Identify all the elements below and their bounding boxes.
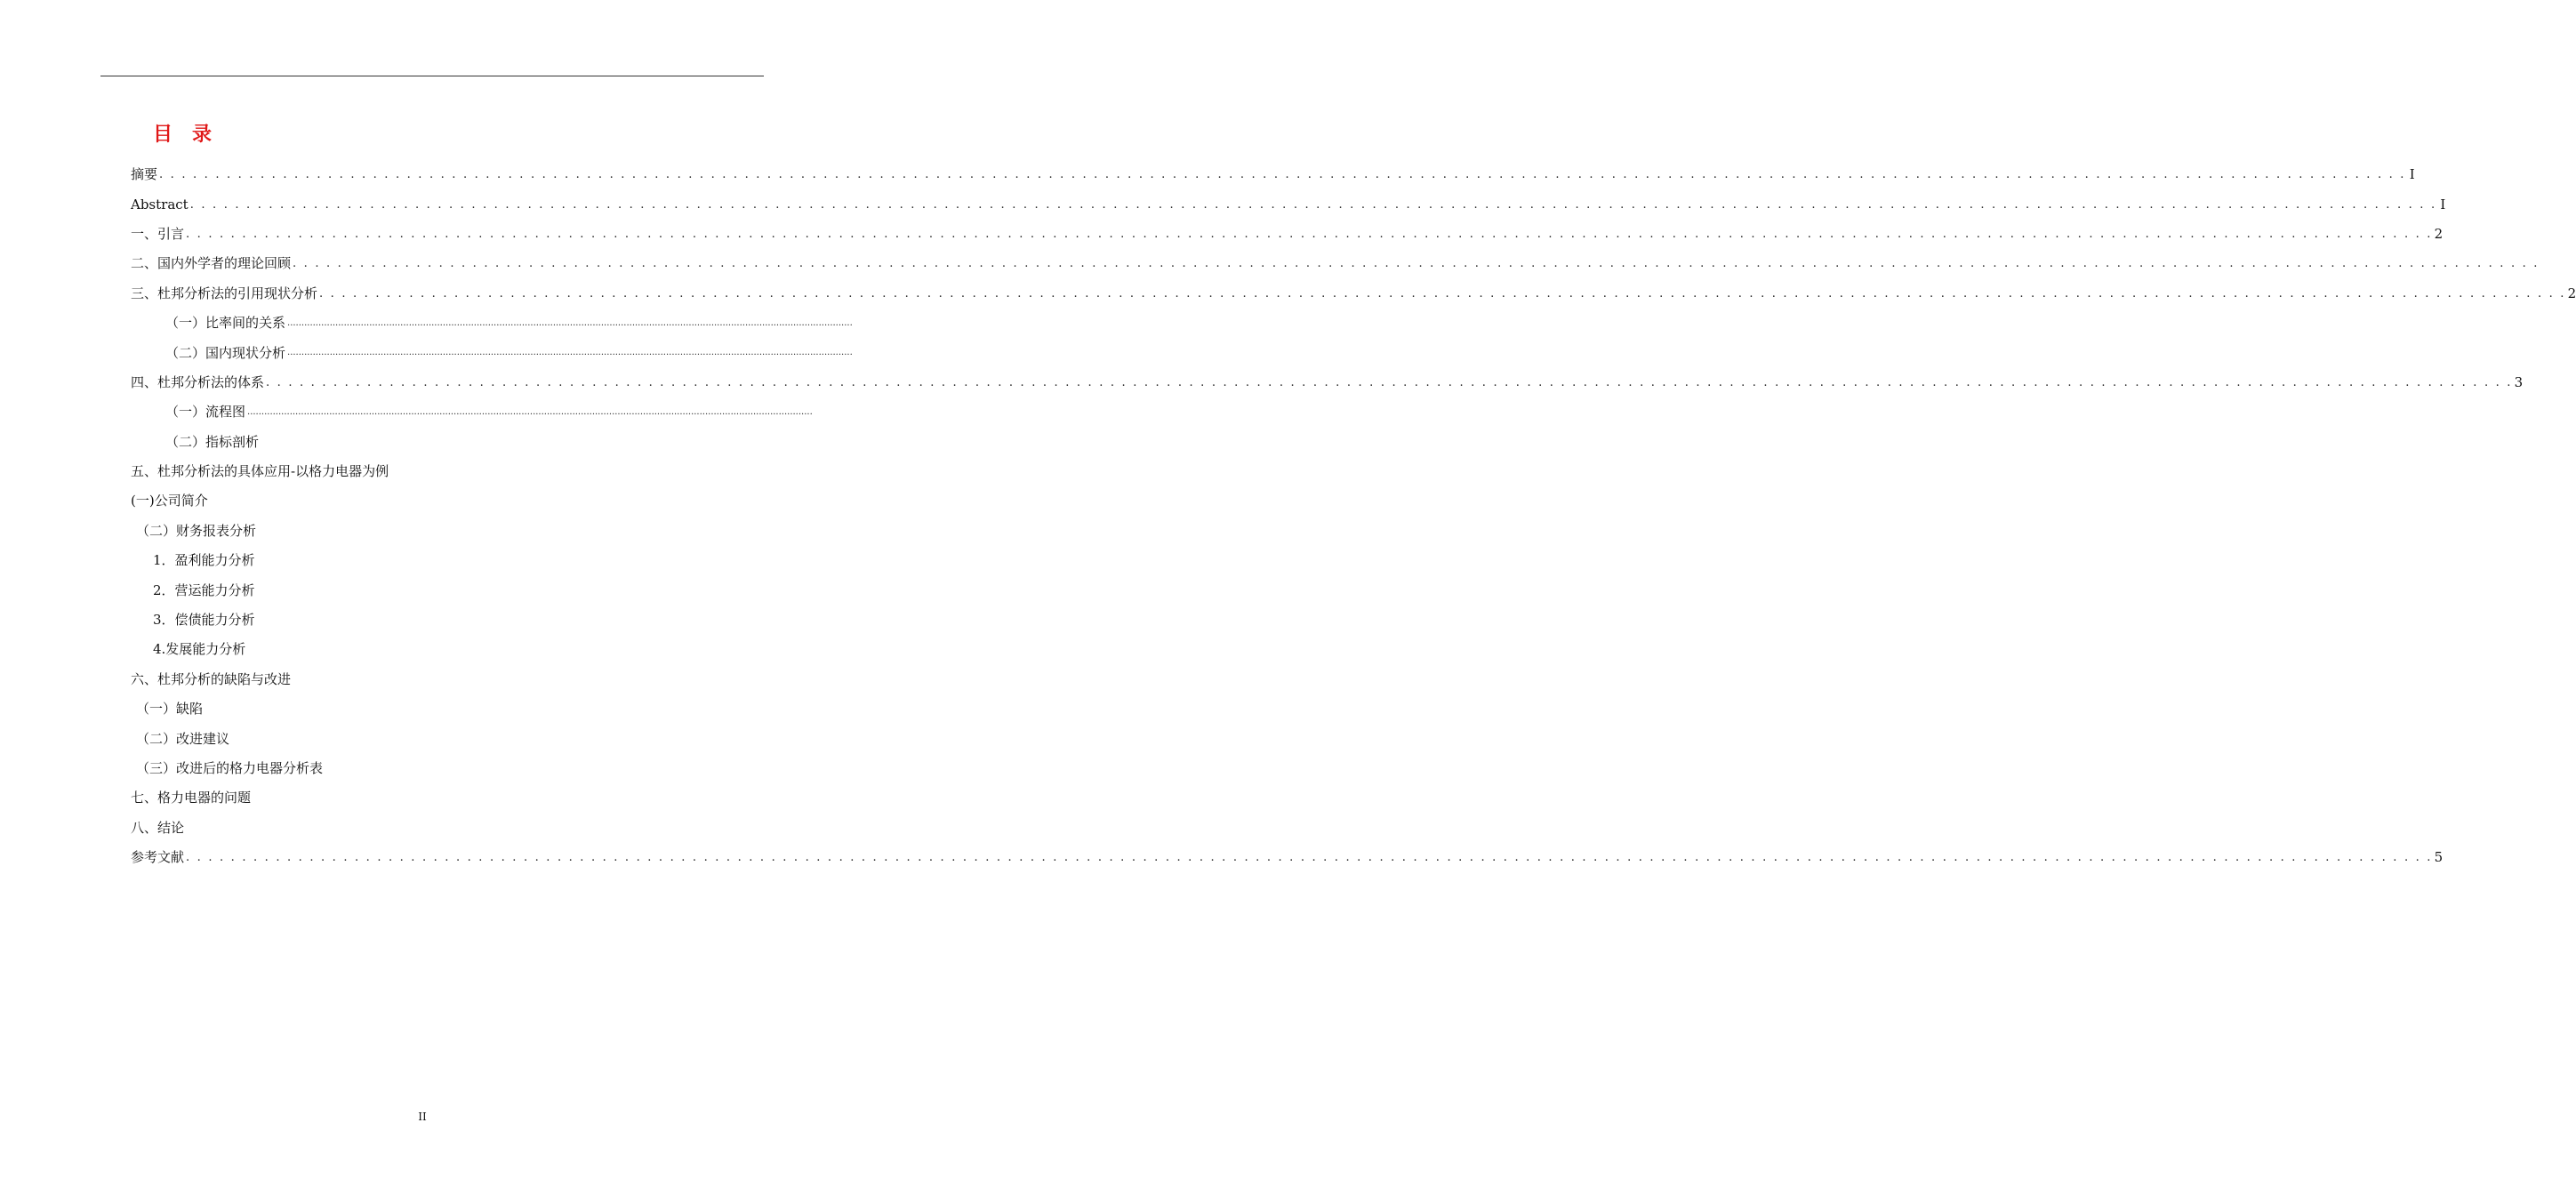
toc-entry-label[interactable]: 2．营运能力分析 xyxy=(153,581,255,598)
toc-dot-leader: . . . . . . . . . . . . . . . . . . . . . . . . . . . . . . . . . . . . . . . . . . . . . . . . . . . . . . . . . . . . . . . . . . . . . . . . . . . . . . . . . . . . . . . . . . . . . . . . . . . . . . . . . . . . . . . . . . . . . . . . . . . . . . . . . . . . . . . . . . . . . . . . . . . . . . . . . . . . . . . . . . . . . . . . . . . . . . . . . . . . . . . . . . . . . . . . . . . . . . . . xyxy=(293,257,2540,271)
toc-entry[interactable] xyxy=(131,635,764,664)
toc-entry-label[interactable]: 4.发展能力分析 xyxy=(153,641,246,658)
toc-entry-label[interactable]: （二）改进建议 xyxy=(136,730,230,747)
toc-entry-label[interactable]: （二）国内现状分析 xyxy=(165,344,286,361)
toc-title xyxy=(153,119,212,147)
toc-entry[interactable] xyxy=(131,606,764,635)
toc-entry-label[interactable]: Abstract xyxy=(131,196,189,213)
toc-entry-label[interactable]: （一）缺陷 xyxy=(136,701,204,718)
toc-entry-label[interactable]: （二）财务报表分析 xyxy=(136,522,257,539)
toc-entry[interactable] xyxy=(131,220,2444,249)
toc-entry[interactable] xyxy=(131,309,853,338)
toc-entry[interactable] xyxy=(131,754,764,783)
toc-entry[interactable] xyxy=(131,279,2576,309)
toc-entry[interactable] xyxy=(131,575,764,605)
toc-entry-page: I xyxy=(2409,166,2415,183)
toc-entry[interactable] xyxy=(131,814,764,843)
toc-entry[interactable] xyxy=(131,724,764,753)
toc-entry[interactable] xyxy=(131,665,764,694)
toc-dot-leader: . . . . . . . . . . . . . . . . . . . . . . . . . . . . . . . . . . . . . . . . . . . . . . . . . . . . . . . . . . . . . . . . . . . . . . . . . . . . . . . . . . . . . . . . . . . . . . . . . . . . . . . . . . . . . . . . . . . . . . . . . . . . . . . . . . . . . . . . . . . . . . . . . . . . . . . . . . . . . . . . . . . . . . . . . . . . . . . . . . . . . . . . . . . . . . . . . . . . . . . . xyxy=(159,168,2406,182)
toc-entry-label[interactable]: 八、结论 xyxy=(131,819,185,836)
toc-entry[interactable] xyxy=(131,486,764,516)
toc-entry-page: I xyxy=(2440,196,2446,213)
toc-entry-label[interactable]: 摘要 xyxy=(131,166,158,183)
toc-entry-label[interactable]: （二）指标剖析 xyxy=(165,433,260,450)
toc-list xyxy=(131,160,2576,872)
toc-entry-label[interactable]: （一）流程图 xyxy=(165,404,246,421)
toc-entry-label[interactable]: 二、国内外学者的理论回顾 xyxy=(131,255,292,272)
toc-entry-label[interactable]: 三、杜邦分析法的引用现状分析 xyxy=(131,285,318,301)
page-number: II xyxy=(418,1111,427,1123)
toc-entry[interactable] xyxy=(131,546,764,575)
toc-entry[interactable] xyxy=(131,160,2415,189)
toc-entry-label[interactable]: 七、格力电器的问题 xyxy=(131,790,252,806)
toc-entry-label[interactable]: (一)公司简介 xyxy=(131,493,208,509)
toc-entry-label[interactable]: 一、引言 xyxy=(131,225,185,242)
toc-entry[interactable] xyxy=(131,397,813,427)
toc-dot-leader: . . . . . . . . . . . . . . . . . . . . . . . . . . . . . . . . . . . . . . . . . . . . . . . . . . . . . . . . . . . . . . . . . . . . . . . . . . . . . . . . . . . . . . . . . . . . . . . . . . . . . . . . . . . . . . . . . . . . . . . . . . . . . . . . . . . . . . . . . . . . . . . . . . . . . . . . . . . . . . . . . . . . . . . . . . . . . . . . . . . . . . . . . . . . . . . . . . . . . . . . xyxy=(186,851,2433,865)
toc-entry-label[interactable]: 六、杜邦分析的缺陷与改进 xyxy=(131,670,292,687)
toc-entry[interactable] xyxy=(131,694,764,724)
toc-entry-label[interactable]: （三）改进后的格力电器分析表 xyxy=(136,760,324,776)
toc-entry[interactable] xyxy=(131,783,764,813)
toc-entry[interactable] xyxy=(131,249,2540,278)
toc-entry[interactable] xyxy=(131,517,764,546)
toc-entry-page: 5 xyxy=(2434,849,2444,866)
toc-dot-leader: ........................................................................................................................................................................................................ xyxy=(287,317,853,328)
toc-entry-label[interactable]: 四、杜邦分析法的体系 xyxy=(131,373,265,390)
toc-entry[interactable] xyxy=(131,428,764,457)
toc-dot-leader: . . . . . . . . . . . . . . . . . . . . . . . . . . . . . . . . . . . . . . . . . . . . . . . . . . . . . . . . . . . . . . . . . . . . . . . . . . . . . . . . . . . . . . . . . . . . . . . . . . . . . . . . . . . . . . . . . . . . . . . . . . . . . . . . . . . . . . . . . . . . . . . . . . . . . . . . . . . . . . . . . . . . . . . . . . . . . . . . . . . . . . . . . . . . . . . . . . . . . . . . xyxy=(186,227,2433,241)
toc-dot-leader: . . . . . . . . . . . . . . . . . . . . . . . . . . . . . . . . . . . . . . . . . . . . . . . . . . . . . . . . . . . . . . . . . . . . . . . . . . . . . . . . . . . . . . . . . . . . . . . . . . . . . . . . . . . . . . . . . . . . . . . . . . . . . . . . . . . . . . . . . . . . . . . . . . . . . . . . . . . . . . . . . . . . . . . . . . . . . . . . . . . . . . . . . . . . . . . . . . . . . . . . xyxy=(319,286,2566,301)
toc-entry-page: 2 xyxy=(2434,225,2444,242)
toc-dot-leader: ........................................................................................................................................................................................................ xyxy=(287,348,853,358)
toc-entry[interactable] xyxy=(131,189,2446,219)
toc-entry[interactable] xyxy=(131,368,2524,397)
toc-entry[interactable] xyxy=(131,457,764,486)
toc-entry[interactable] xyxy=(131,843,2444,872)
toc-title-char-1: 目 xyxy=(153,124,173,146)
toc-entry-label[interactable]: 3．偿债能力分析 xyxy=(153,612,255,629)
toc-dot-leader: . . . . . . . . . . . . . . . . . . . . . . . . . . . . . . . . . . . . . . . . . . . . . . . . . . . . . . . . . . . . . . . . . . . . . . . . . . . . . . . . . . . . . . . . . . . . . . . . . . . . . . . . . . . . . . . . . . . . . . . . . . . . . . . . . . . . . . . . . . . . . . . . . . . . . . . . . . . . . . . . . . . . . . . . . . . . . . . . . . . . . . . . . . . . . . . . . . . . . . . . xyxy=(266,375,2513,389)
toc-dot-leader: ........................................................................................................................................................................................................ xyxy=(247,406,813,417)
toc-entry-page: 3 xyxy=(2514,373,2524,390)
toc-entry-label[interactable]: 五、杜邦分析法的具体应用-以格力电器为例 xyxy=(131,463,389,480)
toc-dot-leader: . . . . . . . . . . . . . . . . . . . . . . . . . . . . . . . . . . . . . . . . . . . . . . . . . . . . . . . . . . . . . . . . . . . . . . . . . . . . . . . . . . . . . . . . . . . . . . . . . . . . . . . . . . . . . . . . . . . . . . . . . . . . . . . . . . . . . . . . . . . . . . . . . . . . . . . . . . . . . . . . . . . . . . . . . . . . . . . . . . . . . . . . . . . . . . . . . . . . . . . . xyxy=(189,197,2437,212)
toc-entry-label[interactable]: 参考文献 xyxy=(131,849,185,866)
toc-title-char-2: 录 xyxy=(192,124,213,146)
toc-entry-page: 2 xyxy=(2567,285,2576,301)
toc-entry[interactable] xyxy=(131,338,853,367)
toc-entry-label[interactable]: 1．盈利能力分析 xyxy=(153,552,255,569)
toc-entry-label[interactable]: （一）比率间的关系 xyxy=(165,315,286,332)
